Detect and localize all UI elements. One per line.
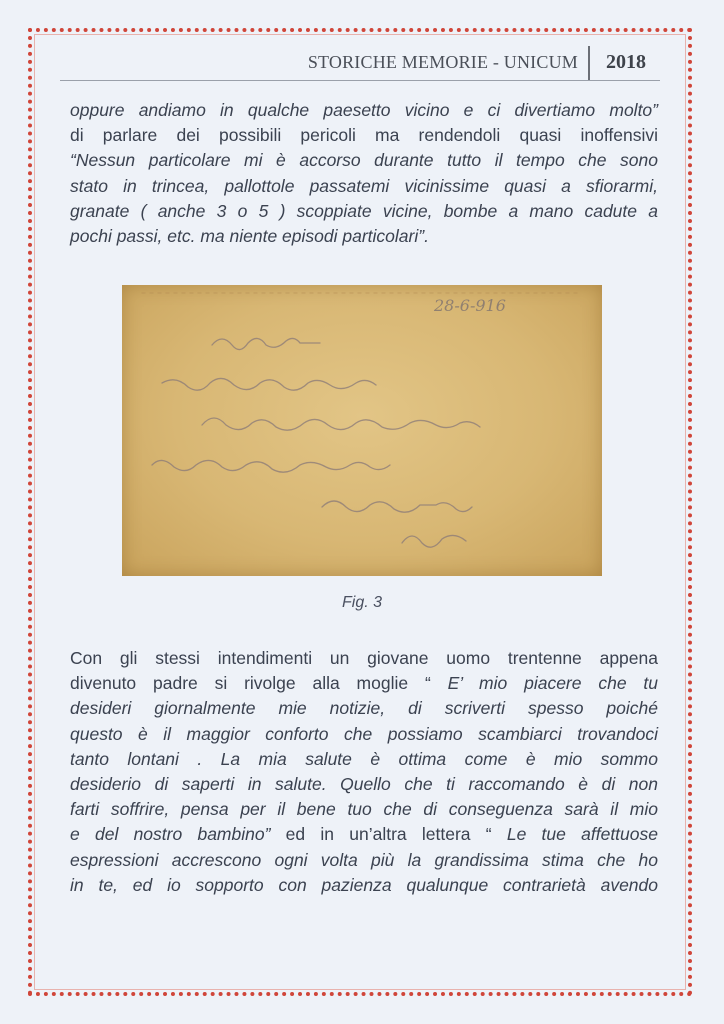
paragraph-1 <box>70 98 658 249</box>
text-line: oppure andiamo in qualche paesetto vicino e ci divertiamo molto” <box>70 100 658 120</box>
text-line: stato in trincea, pallottole passatemi vicinissime quasi a sfiorarmi, <box>70 175 658 196</box>
text-segment: ed in un’altra lettera “ <box>270 824 507 845</box>
header-title: STORICHE MEMORIE - UNICUM <box>307 52 578 72</box>
text-line: espressioni accrescono ogni volta più la grandissima stima che ho <box>70 849 658 870</box>
text-segment: divenuto padre si rivolge alla moglie “ <box>70 673 448 694</box>
text-segment: Le tue affettuose <box>506 824 658 845</box>
header-separator <box>588 46 590 80</box>
postcard-date: 28-6-916 <box>434 296 506 315</box>
text-line: desideri giornalmente mie notizie, di scriverti spesso poiché <box>70 698 658 719</box>
postcard-handwriting <box>122 285 602 576</box>
postcard-image <box>122 285 602 576</box>
text-line: farti soffrire, pensa per il bene tuo che di conseguenza sarà il mio <box>70 799 658 820</box>
text-line: di parlare dei possibili pericoli ma rendendoli quasi inoffensivi <box>70 125 658 146</box>
header-year: 2018 <box>606 51 646 73</box>
text-segment: E’ mio piacere che tu <box>447 673 658 694</box>
text-line <box>70 671 658 696</box>
text-line: questo è il maggior conforto che possiamo scambiarci trovandoci <box>70 723 658 744</box>
page-header <box>60 46 660 81</box>
text-line: tanto lontani . La mia salute è ottima come è mio sommo <box>70 748 658 769</box>
text-line: in te, ed io sopporto con pazienza qualunque contrarietà avendo <box>70 874 658 895</box>
text-segment: e del nostro bambino” <box>70 824 271 845</box>
text-line: “Nessun particolare mi è accorso durante tutto il tempo che sono <box>70 150 658 171</box>
text-line <box>70 822 658 847</box>
text-line: desiderio di saperti in salute. Quello che ti raccomando è di non <box>70 774 658 795</box>
text-line: pochi passi, etc. ma niente episodi particolari”. <box>70 226 429 247</box>
paragraph-2 <box>70 646 658 898</box>
text-line: Con gli stessi intendimenti un giovane uomo trentenne appena <box>70 648 658 668</box>
figure-caption: Fig. 3 <box>341 594 382 611</box>
text-line: granate ( anche 3 o 5 ) scoppiate vicine, bombe a mano cadute a <box>70 200 658 221</box>
